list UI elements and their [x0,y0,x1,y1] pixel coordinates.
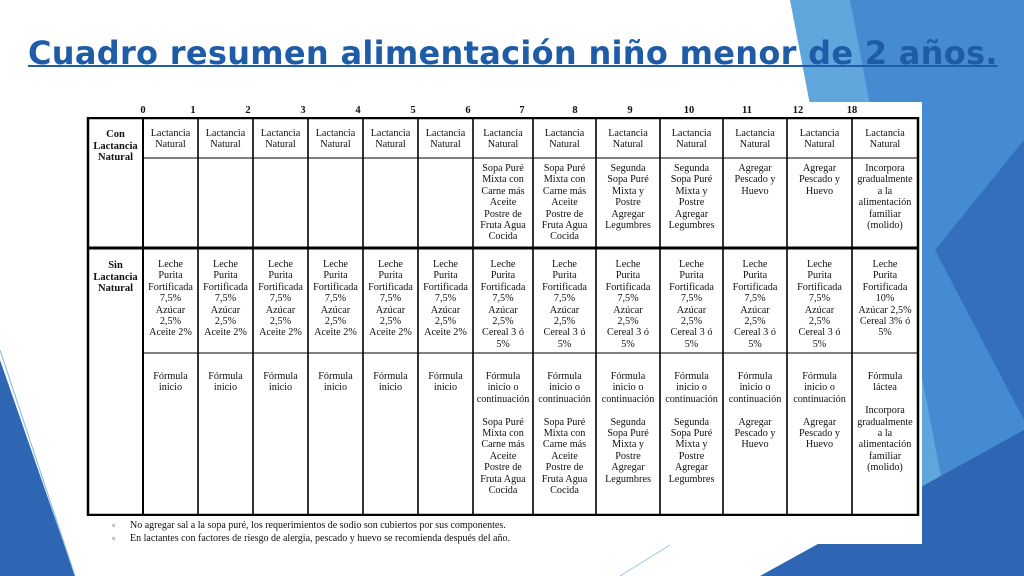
table-cell: Fórmula inicio [208,371,243,394]
table-cell [198,163,253,248]
table-cell: Agregar Pescado y Huevo [798,163,841,197]
table-cell: Leche Purita Fortificada 7,5% Azúcar 2,5% Aceite 2% [203,259,248,339]
table-cell [363,163,418,248]
table-cell: Lactancia Natural [260,128,301,151]
table-cell: Lactancia Natural [150,128,191,151]
table-cell: Fórmula inicio o continuación Sopa Puré Mixta con Carne más Aceite Postre de Fruta Agua Cocida [476,371,530,497]
month-header: 1 [190,105,196,116]
table-cell: Leche Purita Fortificada 7,5% Azúcar 2,5% Cereal 3 ó 5% [669,259,714,350]
table-cell: Fórmula inicio [373,371,408,394]
table-cell: Leche Purita Fortificada 7,5% Azúcar 2,5% Cereal 3 ó 5% [797,259,842,350]
table-cell: Leche Purita Fortificada 7,5% Azúcar 2,5% Aceite 2% [148,259,193,339]
table-cell: Fórmula inicio o continuación Agregar Pescado y Huevo [728,371,782,451]
month-header: 12 [792,105,804,116]
table-cell [143,163,198,248]
month-header: 3 [300,105,306,116]
month-header: 18 [846,105,858,116]
month-header: 5 [410,105,416,116]
table-cell: Lactancia Natural [425,128,466,151]
table-note-2: En lactantes con factores de riesgo de alergia, pescado y huevo se recomienda después del año. [130,533,510,544]
table-cell: Leche Purita Fortificada 7,5% Azúcar 2,5% Cereal 3 ó 5% [480,259,526,350]
table-cell: Leche Purita Fortificada 7,5% Azúcar 2,5% Cereal 3 ó 5% [732,259,778,350]
table-cell: Segunda Sopa Puré Mixta y Postre Agregar Legumbres [605,163,651,232]
table-cell: Leche Purita Fortificada 7,5% Azúcar 2,5% Cereal 3 ó 5% [605,259,651,350]
table-cell: Leche Purita Fortificada 10% Azúcar 2,5% Cereal 3% ó 5% [858,259,912,339]
month-header: 6 [465,105,471,116]
table-cell: Lactancia Natural [671,128,712,151]
table-cell: Leche Purita Fortificada 7,5% Azúcar 2,5% Aceite 2% [423,259,468,339]
month-header: 10 [683,105,695,116]
month-header: 9 [627,105,633,116]
table-cell: Leche Purita Fortificada 7,5% Azúcar 2,5% Cereal 3 ó 5% [542,259,587,350]
table-cell: Fórmula inicio [318,371,353,394]
table-cell: Fórmula inicio [428,371,463,394]
month-header: 7 [519,105,525,116]
table-cell: Sopa Puré Mixta con Carne más Aceite Postre de Fruta Agua Cocida [480,163,526,243]
table-cell: Lactancia Natural [608,128,648,151]
table-cell: Lactancia Natural [544,128,585,151]
table-cell: Lactancia Natural [205,128,246,151]
table-cell: Leche Purita Fortificada 7,5% Azúcar 2,5% Aceite 2% [368,259,413,339]
decor-line-bottom [620,545,670,576]
table-cell: Segunda Sopa Puré Mixta y Postre Agregar Legumbres [668,163,715,232]
table-cell: Fórmula inicio o continuación Sopa Puré Mixta con Carne más Aceite Postre de Fruta Agua Cocida [538,371,591,497]
table-cell: Leche Purita Fortificada 7,5% Azúcar 2,5% Aceite 2% [313,259,358,339]
table-cell: Lactancia Natural [865,128,905,151]
table-cell: Fórmula inicio [153,371,188,394]
table-cell: Fórmula inicio o continuación Agregar Pescado y Huevo [793,371,846,451]
table-cell [308,163,363,248]
month-header: 11 [742,105,752,116]
table-note-1: No agregar sal a la sopa puré, los requerimientos de sodio son cubiertos por sus componentes. [130,520,506,531]
table-cell: Agregar Pescado y Huevo [734,163,776,197]
slide-title: Cuadro resumen alimentación niño menor de 2 años. [28,34,998,72]
table-cell: Leche Purita Fortificada 7,5% Azúcar 2,5% Aceite 2% [258,259,303,339]
table-cell: Lactancia Natural [799,128,840,151]
table-cell: Fórmula láctea Incorpora gradualmente a la alimentación familiar (molido) [857,371,913,474]
note-bullet-icon: ▫ [112,520,116,530]
table-cell [253,163,308,248]
month-header: 0 [140,105,146,116]
table-cell: Fórmula inicio [263,371,298,394]
month-header: 2 [245,105,251,116]
note-bullet-icon: ▫ [112,533,116,543]
table-cell: Incorpora gradualmente a la alimentación familiar (molido) [857,163,913,232]
table-cell: Fórmula inicio o continuación Segunda Sopa Puré Mixta y Postre Agregar Legumbres [601,371,655,485]
month-header: 8 [572,105,578,116]
table-cell [418,163,473,248]
table-cell: Lactancia Natural [370,128,411,151]
table-cell: Sopa Puré Mixta con Carne más Aceite Postre de Fruta Agua Cocida [541,163,588,243]
month-header: 4 [355,105,361,116]
row-label: Sin Lactancia Natural [93,260,138,295]
row-label: Con Lactancia Natural [93,129,138,164]
table-cell: Lactancia Natural [315,128,356,151]
feeding-summary-table [86,102,922,544]
table-cell: Fórmula inicio o continuación Segunda Sopa Puré Mixta y Postre Agregar Legumbres [665,371,718,485]
table-cell: Lactancia Natural [735,128,775,151]
table-cell: Lactancia Natural [483,128,523,151]
